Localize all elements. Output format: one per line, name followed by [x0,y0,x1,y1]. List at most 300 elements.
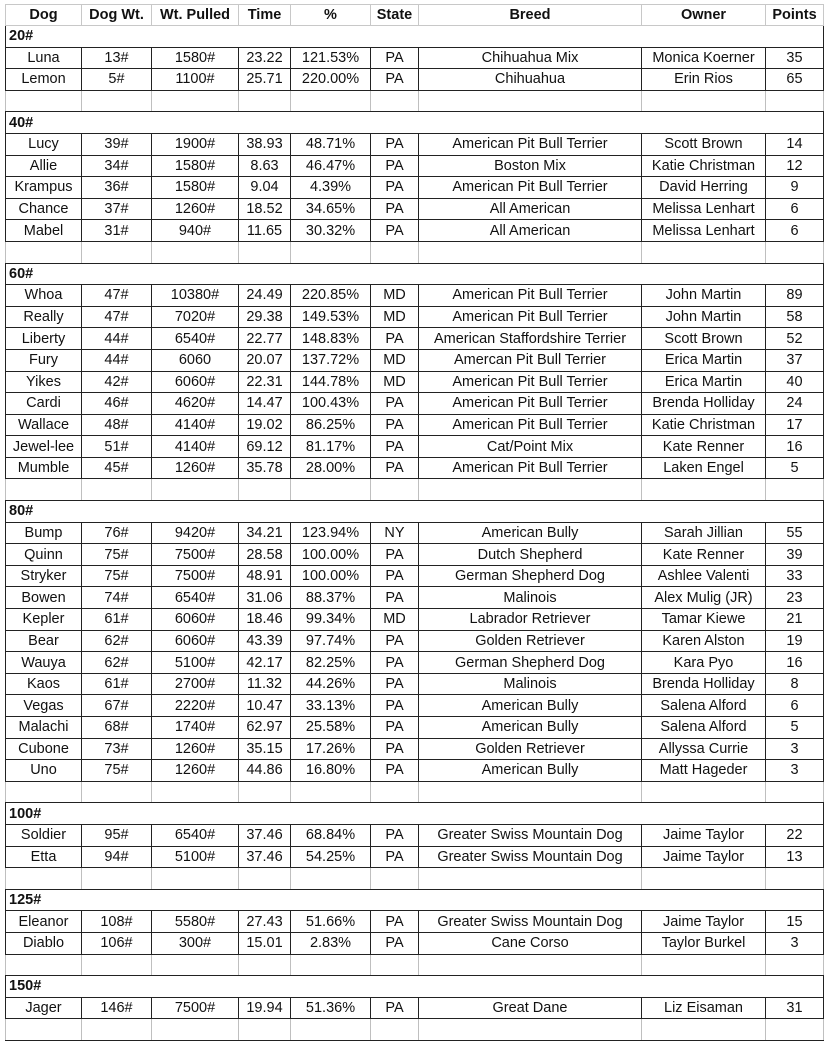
cell-points[interactable]: 6 [766,695,824,717]
empty-cell[interactable] [419,954,642,976]
cell-owner[interactable]: Brenda Holliday [642,393,766,415]
cell-points[interactable]: 37 [766,349,824,371]
empty-cell[interactable] [371,241,419,263]
cell-weight-pulled[interactable]: 2220# [152,695,239,717]
cell-dog-weight[interactable]: 39# [82,133,152,155]
cell-percent[interactable]: 4.39% [291,177,371,199]
cell-state[interactable]: PA [371,587,419,609]
cell-points[interactable]: 3 [766,738,824,760]
empty-cell[interactable] [291,479,371,501]
empty-cell[interactable] [6,241,82,263]
cell-points[interactable]: 16 [766,652,824,674]
empty-cell[interactable] [82,781,152,803]
cell-time[interactable]: 43.39 [239,630,291,652]
cell-weight-pulled[interactable]: 7020# [152,306,239,328]
cell-state[interactable]: PA [371,457,419,479]
cell-owner[interactable]: Melissa Lenhart [642,220,766,242]
cell-dog[interactable]: Diablo [6,932,82,954]
cell-owner[interactable]: Salena Alford [642,717,766,739]
cell-percent[interactable]: 99.34% [291,609,371,631]
empty-cell[interactable] [766,241,824,263]
cell-dog[interactable]: Stryker [6,565,82,587]
weight-class-label[interactable]: 150# [6,976,824,998]
cell-time[interactable]: 8.63 [239,155,291,177]
cell-percent[interactable]: 100.43% [291,393,371,415]
column-header-dog-weight[interactable]: Dog Wt. [82,5,152,26]
empty-cell[interactable] [642,781,766,803]
cell-points[interactable]: 9 [766,177,824,199]
empty-cell[interactable] [291,868,371,890]
cell-owner[interactable]: Erica Martin [642,371,766,393]
cell-percent[interactable]: 100.00% [291,565,371,587]
cell-state[interactable]: PA [371,932,419,954]
empty-cell[interactable] [6,954,82,976]
cell-weight-pulled[interactable]: 6060# [152,609,239,631]
empty-cell[interactable] [371,90,419,112]
cell-dog-weight[interactable]: 95# [82,824,152,846]
cell-dog[interactable]: Lucy [6,133,82,155]
cell-time[interactable]: 11.65 [239,220,291,242]
cell-dog-weight[interactable]: 61# [82,609,152,631]
cell-percent[interactable]: 51.36% [291,997,371,1019]
column-header-breed[interactable]: Breed [419,5,642,26]
cell-owner[interactable]: Katie Christman [642,414,766,436]
cell-dog-weight[interactable]: 61# [82,673,152,695]
cell-percent[interactable]: 46.47% [291,155,371,177]
cell-dog-weight[interactable]: 74# [82,587,152,609]
cell-dog[interactable]: Mumble [6,457,82,479]
cell-dog-weight[interactable]: 106# [82,932,152,954]
cell-owner[interactable]: Laken Engel [642,457,766,479]
cell-dog-weight[interactable]: 75# [82,760,152,782]
cell-points[interactable]: 55 [766,522,824,544]
cell-dog[interactable]: Chance [6,198,82,220]
cell-points[interactable]: 5 [766,717,824,739]
cell-breed[interactable]: Boston Mix [419,155,642,177]
cell-owner[interactable]: Sarah Jillian [642,522,766,544]
cell-weight-pulled[interactable]: 1580# [152,47,239,69]
cell-state[interactable]: PA [371,133,419,155]
cell-percent[interactable]: 220.00% [291,69,371,91]
empty-cell[interactable] [152,241,239,263]
cell-breed[interactable]: Chihuahua Mix [419,47,642,69]
cell-dog-weight[interactable]: 42# [82,371,152,393]
cell-weight-pulled[interactable]: 6540# [152,824,239,846]
cell-time[interactable]: 44.86 [239,760,291,782]
cell-owner[interactable]: Scott Brown [642,328,766,350]
cell-percent[interactable]: 44.26% [291,673,371,695]
empty-cell[interactable] [152,868,239,890]
cell-time[interactable]: 31.06 [239,587,291,609]
cell-breed[interactable]: American Bully [419,522,642,544]
cell-percent[interactable]: 25.58% [291,717,371,739]
column-header-weight-pulled[interactable]: Wt. Pulled [152,5,239,26]
column-header-time[interactable]: Time [239,5,291,26]
weight-class-label[interactable]: 20# [6,26,824,48]
cell-owner[interactable]: Salena Alford [642,695,766,717]
empty-cell[interactable] [291,781,371,803]
cell-points[interactable]: 6 [766,198,824,220]
empty-cell[interactable] [766,90,824,112]
cell-breed[interactable]: Great Dane [419,997,642,1019]
cell-dog-weight[interactable]: 73# [82,738,152,760]
cell-state[interactable]: PA [371,198,419,220]
cell-state[interactable]: PA [371,717,419,739]
cell-dog[interactable]: Krampus [6,177,82,199]
cell-breed[interactable]: Greater Swiss Mountain Dog [419,846,642,868]
cell-percent[interactable]: 144.78% [291,371,371,393]
cell-state[interactable]: PA [371,328,419,350]
cell-breed[interactable]: American Pit Bull Terrier [419,414,642,436]
cell-points[interactable]: 35 [766,47,824,69]
empty-cell[interactable] [766,479,824,501]
cell-breed[interactable]: American Bully [419,760,642,782]
cell-breed[interactable]: German Shepherd Dog [419,565,642,587]
cell-points[interactable]: 21 [766,609,824,631]
weight-class-label[interactable]: 60# [6,263,824,285]
cell-breed[interactable]: American Pit Bull Terrier [419,285,642,307]
cell-weight-pulled[interactable]: 7500# [152,997,239,1019]
cell-dog[interactable]: Whoa [6,285,82,307]
empty-cell[interactable] [82,479,152,501]
cell-weight-pulled[interactable]: 4620# [152,393,239,415]
cell-percent[interactable]: 51.66% [291,911,371,933]
cell-time[interactable]: 10.47 [239,695,291,717]
cell-dog-weight[interactable]: 44# [82,349,152,371]
cell-state[interactable]: PA [371,630,419,652]
cell-dog-weight[interactable]: 62# [82,630,152,652]
cell-breed[interactable]: Amercan Pit Bull Terrier [419,349,642,371]
cell-dog-weight[interactable]: 67# [82,695,152,717]
weight-class-label[interactable]: 100# [6,803,824,825]
cell-dog-weight[interactable]: 68# [82,717,152,739]
cell-owner[interactable]: Liz Eisaman [642,997,766,1019]
cell-dog[interactable]: Etta [6,846,82,868]
cell-dog[interactable]: Uno [6,760,82,782]
cell-owner[interactable]: Karen Alston [642,630,766,652]
empty-cell[interactable] [642,479,766,501]
cell-percent[interactable]: 54.25% [291,846,371,868]
cell-state[interactable]: PA [371,673,419,695]
cell-percent[interactable]: 100.00% [291,544,371,566]
column-header-dog[interactable]: Dog [6,5,82,26]
cell-breed[interactable]: Malinois [419,587,642,609]
cell-dog-weight[interactable]: 108# [82,911,152,933]
cell-percent[interactable]: 30.32% [291,220,371,242]
cell-dog-weight[interactable]: 146# [82,997,152,1019]
empty-cell[interactable] [239,479,291,501]
cell-dog-weight[interactable]: 44# [82,328,152,350]
cell-points[interactable]: 16 [766,436,824,458]
cell-time[interactable]: 29.38 [239,306,291,328]
cell-dog-weight[interactable]: 36# [82,177,152,199]
cell-points[interactable]: 5 [766,457,824,479]
cell-breed[interactable]: American Pit Bull Terrier [419,306,642,328]
cell-dog[interactable]: Bowen [6,587,82,609]
empty-cell[interactable] [371,954,419,976]
cell-points[interactable]: 3 [766,932,824,954]
empty-cell[interactable] [6,781,82,803]
cell-points[interactable]: 13 [766,846,824,868]
cell-percent[interactable]: 121.53% [291,47,371,69]
cell-state[interactable]: PA [371,436,419,458]
cell-points[interactable]: 58 [766,306,824,328]
empty-cell[interactable] [291,241,371,263]
cell-time[interactable]: 35.15 [239,738,291,760]
cell-dog[interactable]: Wauya [6,652,82,674]
cell-breed[interactable]: American Pit Bull Terrier [419,133,642,155]
cell-state[interactable]: PA [371,47,419,69]
weight-class-label[interactable]: 80# [6,501,824,523]
cell-breed[interactable]: German Shepherd Dog [419,652,642,674]
cell-percent[interactable]: 149.53% [291,306,371,328]
cell-state[interactable]: PA [371,69,419,91]
cell-state[interactable]: MD [371,349,419,371]
empty-cell[interactable] [371,479,419,501]
column-header-state[interactable]: State [371,5,419,26]
cell-weight-pulled[interactable]: 5580# [152,911,239,933]
cell-points[interactable]: 40 [766,371,824,393]
cell-state[interactable]: NY [371,522,419,544]
cell-percent[interactable]: 33.13% [291,695,371,717]
cell-dog[interactable]: Eleanor [6,911,82,933]
cell-dog-weight[interactable]: 51# [82,436,152,458]
cell-points[interactable]: 33 [766,565,824,587]
cell-owner[interactable]: Taylor Burkel [642,932,766,954]
cell-percent[interactable]: 34.65% [291,198,371,220]
cell-weight-pulled[interactable]: 5100# [152,652,239,674]
empty-cell[interactable] [152,781,239,803]
cell-percent[interactable]: 148.83% [291,328,371,350]
empty-cell[interactable] [642,954,766,976]
cell-time[interactable]: 34.21 [239,522,291,544]
cell-owner[interactable]: Alex Mulig (JR) [642,587,766,609]
cell-percent[interactable]: 28.00% [291,457,371,479]
cell-dog-weight[interactable]: 94# [82,846,152,868]
cell-owner[interactable]: Kate Renner [642,544,766,566]
cell-points[interactable]: 39 [766,544,824,566]
cell-dog-weight[interactable]: 47# [82,306,152,328]
cell-owner[interactable]: Matt Hageder [642,760,766,782]
cell-owner[interactable]: Ashlee Valenti [642,565,766,587]
cell-weight-pulled[interactable]: 6540# [152,328,239,350]
cell-dog[interactable]: Fury [6,349,82,371]
cell-state[interactable]: PA [371,414,419,436]
cell-dog-weight[interactable]: 46# [82,393,152,415]
cell-time[interactable]: 37.46 [239,824,291,846]
cell-weight-pulled[interactable]: 9420# [152,522,239,544]
cell-weight-pulled[interactable]: 1260# [152,457,239,479]
cell-time[interactable]: 19.94 [239,997,291,1019]
empty-cell[interactable] [6,90,82,112]
cell-points[interactable]: 23 [766,587,824,609]
cell-time[interactable]: 18.46 [239,609,291,631]
cell-breed[interactable]: American Pit Bull Terrier [419,457,642,479]
cell-owner[interactable]: David Herring [642,177,766,199]
cell-percent[interactable]: 48.71% [291,133,371,155]
cell-owner[interactable]: Tamar Kiewe [642,609,766,631]
cell-dog-weight[interactable]: 75# [82,544,152,566]
cell-time[interactable]: 24.49 [239,285,291,307]
cell-time[interactable]: 11.32 [239,673,291,695]
cell-weight-pulled[interactable]: 6060# [152,630,239,652]
cell-points[interactable]: 24 [766,393,824,415]
cell-weight-pulled[interactable]: 4140# [152,436,239,458]
cell-time[interactable]: 42.17 [239,652,291,674]
cell-breed[interactable]: Greater Swiss Mountain Dog [419,824,642,846]
cell-dog-weight[interactable]: 34# [82,155,152,177]
cell-breed[interactable]: All American [419,220,642,242]
cell-state[interactable]: PA [371,544,419,566]
cell-dog[interactable]: Allie [6,155,82,177]
cell-points[interactable]: 8 [766,673,824,695]
empty-cell[interactable] [642,241,766,263]
cell-owner[interactable]: Katie Christman [642,155,766,177]
cell-time[interactable]: 22.77 [239,328,291,350]
cell-dog-weight[interactable]: 48# [82,414,152,436]
cell-weight-pulled[interactable]: 1100# [152,69,239,91]
cell-percent[interactable]: 220.85% [291,285,371,307]
cell-state[interactable]: MD [371,285,419,307]
cell-time[interactable]: 20.07 [239,349,291,371]
cell-weight-pulled[interactable]: 6060 [152,349,239,371]
cell-time[interactable]: 28.58 [239,544,291,566]
empty-cell[interactable] [766,954,824,976]
cell-dog[interactable]: Bear [6,630,82,652]
cell-weight-pulled[interactable]: 10380# [152,285,239,307]
cell-dog-weight[interactable]: 31# [82,220,152,242]
cell-points[interactable]: 12 [766,155,824,177]
cell-owner[interactable]: Brenda Holliday [642,673,766,695]
empty-cell[interactable] [82,954,152,976]
weight-class-label[interactable]: 40# [6,112,824,134]
cell-points[interactable]: 31 [766,997,824,1019]
cell-weight-pulled[interactable]: 1900# [152,133,239,155]
cell-dog[interactable]: Vegas [6,695,82,717]
cell-state[interactable]: PA [371,911,419,933]
cell-dog[interactable]: Liberty [6,328,82,350]
empty-cell[interactable] [82,241,152,263]
cell-state[interactable]: PA [371,760,419,782]
cell-points[interactable]: 17 [766,414,824,436]
empty-cell[interactable] [419,90,642,112]
cell-time[interactable]: 48.91 [239,565,291,587]
cell-time[interactable]: 69.12 [239,436,291,458]
empty-cell[interactable] [239,90,291,112]
cell-points[interactable]: 15 [766,911,824,933]
cell-percent[interactable]: 137.72% [291,349,371,371]
cell-percent[interactable]: 17.26% [291,738,371,760]
cell-percent[interactable]: 88.37% [291,587,371,609]
cell-breed[interactable]: Greater Swiss Mountain Dog [419,911,642,933]
empty-cell[interactable] [82,868,152,890]
cell-dog[interactable]: Quinn [6,544,82,566]
cell-owner[interactable]: Kara Pyo [642,652,766,674]
cell-state[interactable]: PA [371,177,419,199]
cell-time[interactable]: 38.93 [239,133,291,155]
cell-state[interactable]: PA [371,824,419,846]
cell-breed[interactable]: Chihuahua [419,69,642,91]
cell-dog-weight[interactable]: 62# [82,652,152,674]
cell-state[interactable]: PA [371,220,419,242]
cell-state[interactable]: PA [371,997,419,1019]
cell-percent[interactable]: 68.84% [291,824,371,846]
cell-dog-weight[interactable]: 75# [82,565,152,587]
cell-weight-pulled[interactable]: 6060# [152,371,239,393]
cell-dog[interactable]: Bump [6,522,82,544]
cell-dog[interactable]: Really [6,306,82,328]
cell-weight-pulled[interactable]: 2700# [152,673,239,695]
cell-breed[interactable]: American Bully [419,695,642,717]
cell-points[interactable]: 3 [766,760,824,782]
cell-dog[interactable]: Cardi [6,393,82,415]
cell-state[interactable]: PA [371,695,419,717]
empty-cell[interactable] [419,868,642,890]
cell-state[interactable]: PA [371,393,419,415]
cell-time[interactable]: 22.31 [239,371,291,393]
cell-points[interactable]: 19 [766,630,824,652]
empty-cell[interactable] [239,241,291,263]
cell-state[interactable]: PA [371,652,419,674]
empty-cell[interactable] [82,90,152,112]
cell-breed[interactable]: American Bully [419,717,642,739]
cell-weight-pulled[interactable]: 4140# [152,414,239,436]
cell-dog-weight[interactable]: 76# [82,522,152,544]
cell-state[interactable]: PA [371,565,419,587]
cell-weight-pulled[interactable]: 1580# [152,155,239,177]
cell-breed[interactable]: All American [419,198,642,220]
cell-points[interactable]: 89 [766,285,824,307]
cell-weight-pulled[interactable]: 940# [152,220,239,242]
cell-dog-weight[interactable]: 5# [82,69,152,91]
cell-dog[interactable]: Lemon [6,69,82,91]
cell-time[interactable]: 19.02 [239,414,291,436]
empty-cell[interactable] [291,90,371,112]
cell-weight-pulled[interactable]: 1260# [152,738,239,760]
cell-state[interactable]: PA [371,738,419,760]
cell-time[interactable]: 18.52 [239,198,291,220]
cell-percent[interactable]: 86.25% [291,414,371,436]
cell-breed[interactable]: Cane Corso [419,932,642,954]
cell-breed[interactable]: Golden Retriever [419,630,642,652]
empty-cell[interactable] [642,868,766,890]
empty-cell[interactable] [419,479,642,501]
empty-cell[interactable] [239,781,291,803]
cell-state[interactable]: MD [371,306,419,328]
column-header-percent[interactable]: % [291,5,371,26]
cell-percent[interactable]: 82.25% [291,652,371,674]
cell-dog[interactable]: Cubone [6,738,82,760]
cell-percent[interactable]: 97.74% [291,630,371,652]
cell-weight-pulled[interactable]: 1260# [152,760,239,782]
empty-cell[interactable] [6,868,82,890]
cell-weight-pulled[interactable]: 1580# [152,177,239,199]
cell-time[interactable]: 62.97 [239,717,291,739]
cell-time[interactable]: 25.71 [239,69,291,91]
cell-percent[interactable]: 2.83% [291,932,371,954]
cell-time[interactable]: 35.78 [239,457,291,479]
empty-cell[interactable] [371,781,419,803]
cell-weight-pulled[interactable]: 1260# [152,198,239,220]
empty-cell[interactable] [766,781,824,803]
cell-weight-pulled[interactable]: 7500# [152,565,239,587]
cell-owner[interactable]: Monica Koerner [642,47,766,69]
empty-cell[interactable] [766,868,824,890]
cell-dog[interactable]: Kaos [6,673,82,695]
empty-cell[interactable] [419,781,642,803]
cell-state[interactable]: PA [371,155,419,177]
cell-owner[interactable]: Allyssa Currie [642,738,766,760]
